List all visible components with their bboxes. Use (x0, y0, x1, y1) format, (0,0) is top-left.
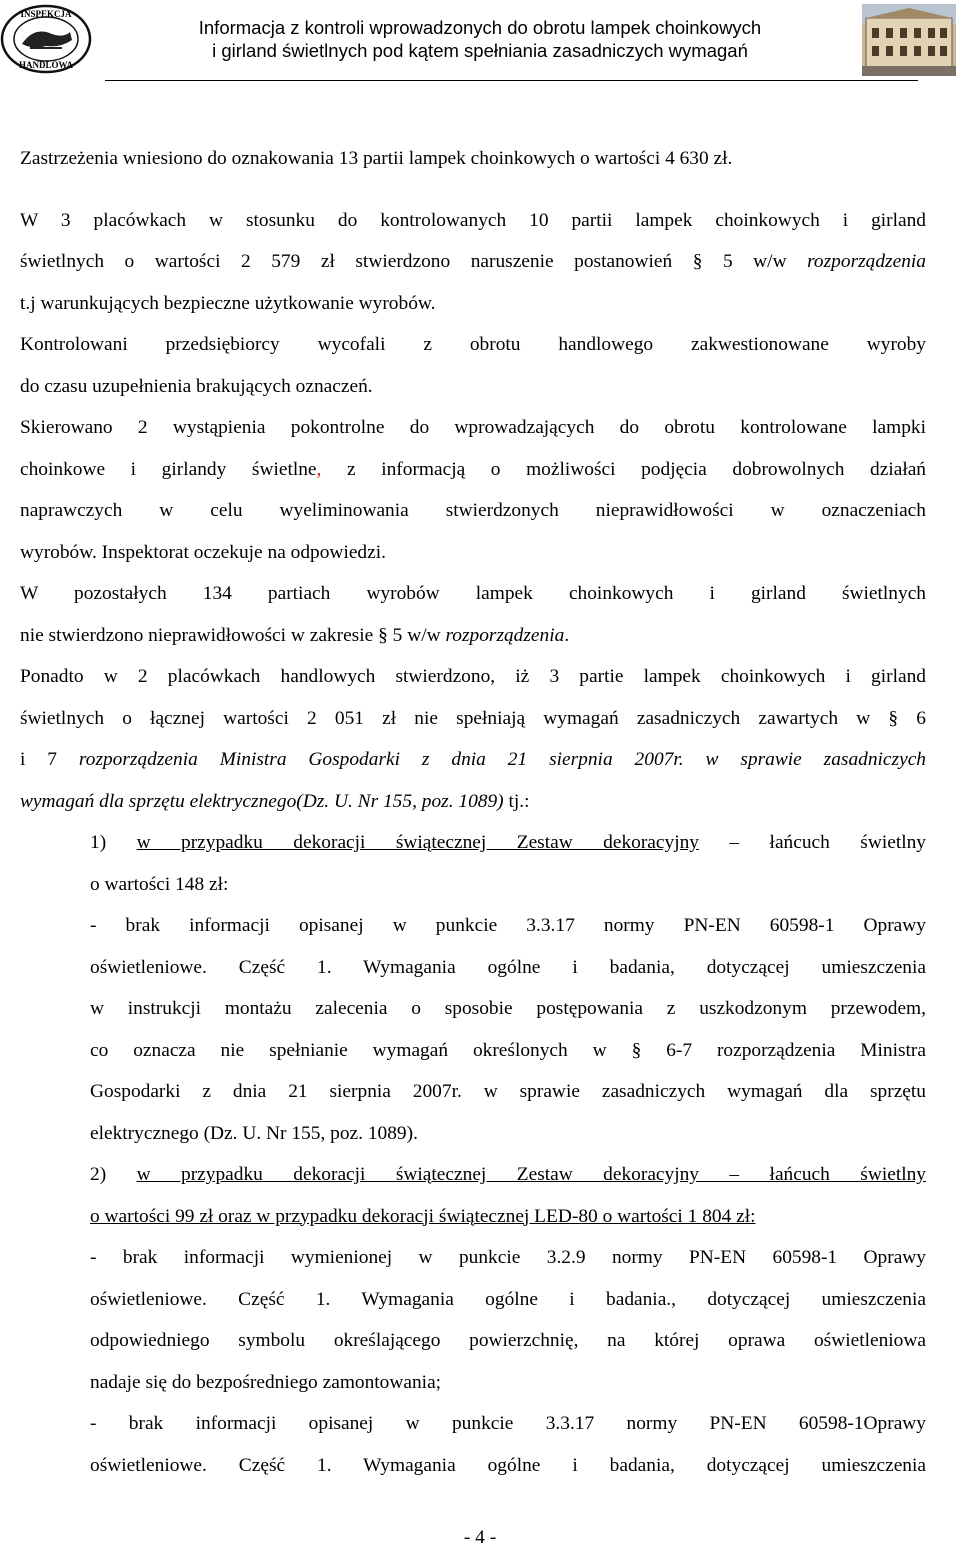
list-item-2-detail-4 (90, 1362, 926, 1404)
paragraph-text: świetlnych o wartości 2 579 zł stwierdzono naruszenie postanowień (20, 251, 673, 272)
building-photo (862, 4, 956, 76)
paragraph-text: – łańcuch świetlny (699, 832, 926, 853)
list-item-1-detail-2 (90, 947, 926, 989)
paragraph-text: Kontrolowani przedsiębiorcy wycofali z obrotu handlowego zakwestionowane wyroby (20, 334, 926, 355)
document-header-title (150, 16, 810, 62)
logo-text-bottom: HANDLOWA (18, 60, 74, 70)
paragraph-text: świetlnych o łącznej wartości 2 051 zł nie spełniają wymagań zasadniczych zawartych w (20, 707, 871, 729)
list-item-2-detail-1 (90, 1237, 926, 1279)
section-sign-icon: § (888, 707, 899, 729)
paragraph-violation-line-3 (20, 283, 926, 325)
inspekcja-handlowa-logo (0, 4, 92, 74)
paragraph-text: . (564, 624, 570, 646)
paragraph-text: W pozostałych 134 partiach wyrobów lampek choinkowych i girland świetlnych (20, 583, 926, 604)
paragraph-text: do czasu uzupełnienia brakujących oznaczeń. (20, 375, 373, 397)
paragraph-additional-line-2 (20, 698, 926, 740)
list-item-number: 1) (90, 832, 137, 853)
paragraph-text: tj.: (503, 790, 530, 812)
regulation-reference: rozporządzenia Ministra Gospodarki z dnia 21 sierpnia 2007r. w sprawie zasadniczych (78, 749, 926, 770)
paragraph-text: 6-7 rozporządzenia Ministra (641, 1039, 926, 1061)
paragraph-text: - brak informacji opisanej w punkcie 3.3.17 normy PN-EN 60598-1Oprawy (90, 1413, 926, 1434)
paragraph-text: 6 (898, 707, 926, 729)
paragraph-text: w instrukcji montażu zalecenia o sposobie postępowania z uszkodzonym przewodem, (90, 998, 926, 1019)
paragraph-withdrawn-line-1 (20, 324, 926, 366)
list-item-2-line-1 (90, 1154, 926, 1196)
paragraph-violation-line-1 (20, 200, 926, 242)
paragraph-text: - brak informacji opisanej w punkcie 3.3.17 normy PN-EN 60598-1 Oprawy (90, 915, 926, 936)
page-number: - 4 - (463, 1527, 497, 1548)
paragraph-text: oświetleniowe. Część 1. Wymagania ogólne i badania, dotyczącej umieszczenia (90, 956, 926, 978)
list-item-number: 2) (90, 1164, 137, 1185)
section-sign-icon: § (378, 624, 388, 646)
red-comma: , (316, 458, 322, 480)
document-body (20, 138, 926, 1486)
paragraph-text: W 3 placówkach w stosunku do kontrolowanych 10 partii lampek choinkowych i girland (20, 209, 926, 231)
list-item-1-line-2 (90, 864, 926, 906)
regulation-reference: rozporządzenia (445, 624, 565, 646)
paragraph-text: choinkowe i girlandy świetlne (20, 458, 317, 480)
paragraph-text: - brak informacji wymienionej w punkcie 3.2.9 normy PN-EN 60598-1 Oprawy (90, 1247, 926, 1268)
list-item-1-detail-4 (90, 1030, 926, 1072)
logo-text-top: INSPEKCJA (20, 9, 72, 19)
section-sign-icon: § (692, 251, 703, 272)
paragraph-text: i 7 (20, 749, 79, 770)
paragraph-violation-line-2 (20, 241, 926, 283)
list-item-heading: w przypadku dekoracji świątecznej Zestaw dekoracyjny – łańcuch świetlny (136, 1164, 926, 1185)
list-item-2-detail-5 (90, 1403, 926, 1445)
regulation-reference: rozporządzenia (807, 251, 926, 272)
header-divider (105, 80, 918, 81)
paragraph-text: Ponadto w 2 placówkach handlowych stwierdzono, iż 3 partie lampek choinkowych i girland (20, 666, 926, 687)
page-header (0, 0, 960, 82)
paragraph-post-inspection-line-2 (20, 449, 926, 491)
paragraph-text: 5 w/w (702, 251, 808, 272)
paragraph-text: oświetleniowe. Część 1. Wymagania ogólne i badania., dotyczącej umieszczenia (90, 1288, 926, 1310)
list-item-heading: o wartości 99 zł oraz w przypadku dekoracji świątecznej LED-80 o wartości 1 804 zł: (90, 1205, 756, 1227)
paragraph-text: z informacją o możliwości podjęcia dobrowolnych działań (321, 458, 927, 480)
paragraph-text: 5 w/w (387, 624, 446, 646)
header-title-line-1: Informacja z kontroli wprowadzonych do obrotu lampek choinkowych (198, 17, 762, 38)
paragraph-text: naprawczych w celu wyeliminowania stwierdzonych nieprawidłowości w oznaczeniach (20, 500, 926, 521)
paragraph-text: wyrobów. Inspektorat oczekuje na odpowiedzi. (20, 541, 386, 563)
paragraph-text: odpowiedniego symbolu określającego powierzchnię, na której oprawa oświetleniowa (90, 1330, 926, 1351)
paragraph-text: t.j warunkujących bezpieczne użytkowanie wyrobów. (20, 292, 436, 314)
header-title-line-2: i girland świetlnych pod kątem spełniania zasadniczych wymagań (212, 40, 748, 61)
paragraph-text: co oznacza nie spełnianie wymagań określonych w (90, 1039, 607, 1061)
paragraph-text: Zastrzeżenia wniesiono do oznakowania 13 partii lampek choinkowych o wartości 4 630 zł. (20, 148, 733, 169)
paragraph-text: Skierowano 2 wystąpienia pokontrolne do wprowadzających do obrotu kontrolowane lampki (20, 417, 926, 438)
list-item-1-detail-3 (90, 988, 926, 1030)
list-item-2-line-2 (90, 1196, 926, 1238)
paragraph-remaining-line-1 (20, 573, 926, 615)
list-item-1-detail-6 (90, 1113, 926, 1155)
list-item-2-detail-3 (90, 1320, 926, 1362)
list-item-1-detail-1 (90, 905, 926, 947)
paragraph-remaining-line-2 (20, 615, 926, 657)
list-item-1-detail-5 (90, 1071, 926, 1113)
paragraph-text: oświetleniowe. Część 1. Wymagania ogólne i badania, dotyczącej umieszczenia (90, 1454, 926, 1476)
list-item-heading: w przypadku dekoracji świątecznej Zestaw dekoracyjny (136, 832, 699, 853)
paragraph-text: Gospodarki z dnia 21 sierpnia 2007r. w sprawie zasadniczych wymagań dla sprzętu (90, 1081, 926, 1102)
paragraph-text: nie stwierdzono nieprawidłowości w zakresie (20, 624, 374, 646)
section-sign-icon: § (631, 1039, 642, 1061)
paragraph-text: nadaje się do bezpośredniego zamontowania; (90, 1371, 442, 1393)
paragraph-additional-line-1 (20, 656, 926, 698)
list-item-2-detail-6 (90, 1445, 926, 1487)
paragraph-post-inspection-line-1 (20, 407, 926, 449)
paragraph-post-inspection-line-3 (20, 490, 926, 532)
paragraph-additional-line-4 (20, 781, 926, 823)
regulation-reference: wymagań dla sprzętu elektrycznego(Dz. U. Nr 155, poz. 1089) (20, 790, 504, 812)
paragraph-objections (20, 138, 926, 180)
paragraph-withdrawn-line-2 (20, 366, 926, 408)
paragraph-additional-line-3 (20, 739, 926, 781)
list-item-1-line-1 (90, 822, 926, 864)
paragraph-text: o wartości 148 zł: (90, 873, 229, 895)
paragraph-text: elektrycznego (Dz. U. Nr 155, poz. 1089). (90, 1122, 418, 1144)
paragraph-post-inspection-line-4 (20, 532, 926, 574)
list-item-2-detail-2 (90, 1279, 926, 1321)
